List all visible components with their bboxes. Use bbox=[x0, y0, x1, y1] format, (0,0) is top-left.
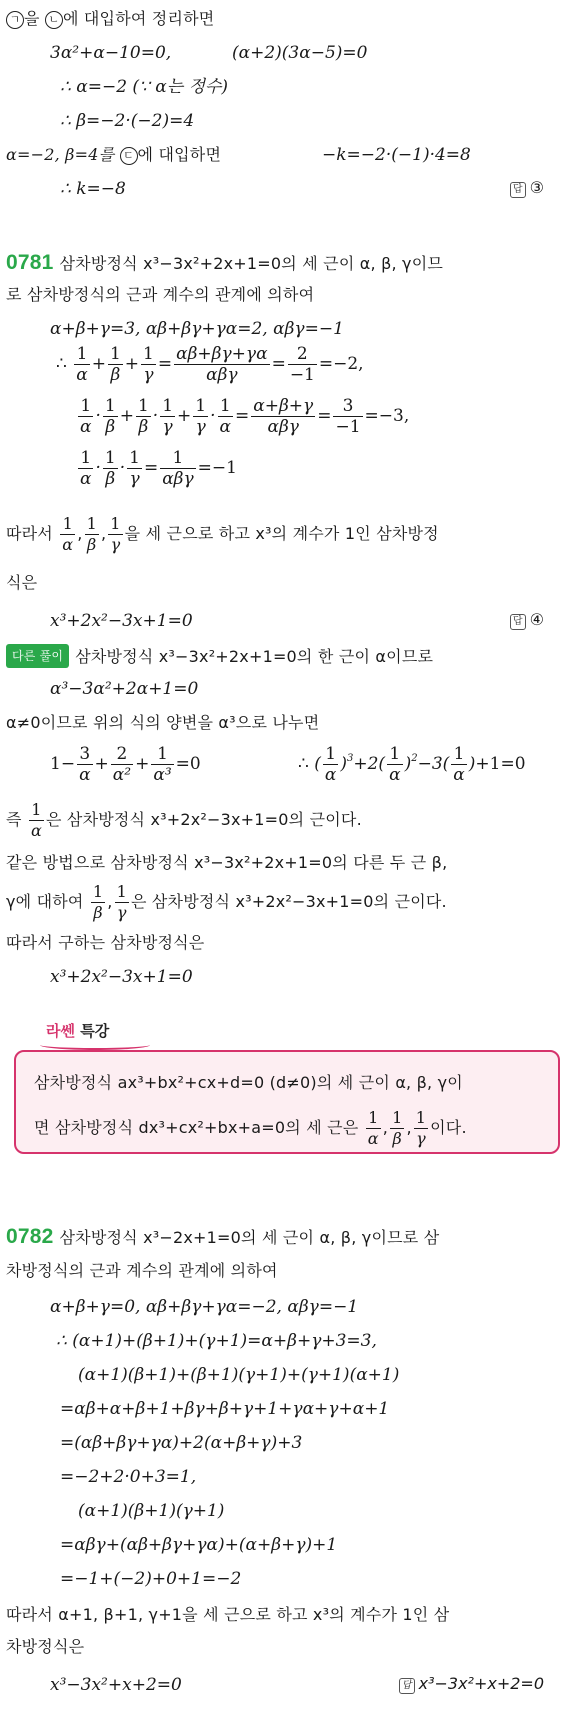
equation-line: =(αβ+βγ+γα)+2(α+β+γ)+3 bbox=[60, 1433, 303, 1453]
problem-0782-intro: 0782 삼차방정식 x³−2x+1=0의 세 근이 α, β, γ이므로 삼 bbox=[6, 1225, 440, 1248]
final-equation: x³+2x²−3x+1=0 bbox=[50, 611, 193, 631]
equation-line: ∴ α=−2 (∵ α는 정수) bbox=[60, 77, 229, 97]
equation-line: =−2+2·0+3=1, bbox=[60, 1467, 197, 1487]
circle-label: ㄴ bbox=[45, 11, 63, 29]
answer-label: 답 ④ bbox=[510, 610, 544, 630]
tip-line-1: 삼차방정식 ax³+bx²+cx+d=0 (d≠0)의 세 근이 α, β, γ이 bbox=[34, 1073, 463, 1092]
fraction-equation-3: $\frac{1}{\alpha}$ · $\frac{1}{\beta}$ · $\frac{1}{\gamma}$ = $\frac{1}{\text{αβγ}}$ =−1 bbox=[80, 448, 237, 489]
step-intro: ㄱ 을 ㄴ 에 대입하여 정리하면 bbox=[6, 8, 214, 30]
conclusion-line: 따라서 $\frac{1}{\alpha}$ , $\frac{1}{\beta}$ , $\frac{1}{\gamma}$ 을 세 근으로 하고 x³의 계수가 1인 삼차방정 bbox=[6, 514, 439, 554]
equation-line: =αβ+α+β+1+βγ+β+γ+1+γα+γ+α+1 bbox=[60, 1399, 390, 1419]
equation-line: =αβγ+(αβ+βγ+γα)+(α+β+γ)+1 bbox=[60, 1535, 338, 1555]
tip-line-2: 면 삼차방정식 dx³+cx²+bx+a=0의 세 근은 $\frac{1}{\alpha}$ , $\frac{1}{\beta}$ , $\frac{1}{\gamma}$ 이다. bbox=[34, 1108, 467, 1148]
text-line: 차방정식은 bbox=[6, 1637, 85, 1656]
equation-line: −k=−2·(−1)·4=8 bbox=[322, 145, 471, 165]
equation-line: α³−3α²+2α+1=0 bbox=[50, 679, 199, 699]
text-line: 즉 $\frac{1}{\alpha}$ 은 삼차방정식 x³+2x²−3x+1=0의 근이다. bbox=[6, 800, 362, 840]
problem-0781-intro: 0781 삼차방정식 x³−3x²+2x+1=0의 세 근이 α, β, γ이므 bbox=[6, 251, 444, 274]
equation-line: α+β+γ=0, αβ+βγ+γα=−2, αβγ=−1 bbox=[50, 1297, 359, 1317]
answer-label: 답 ③ bbox=[510, 178, 544, 198]
circle-label: ㄱ bbox=[6, 11, 24, 29]
text-line: 로 삼차방정식의 근과 계수의 관계에 의하여 bbox=[6, 285, 315, 304]
alt-solution-intro: 다른 풀이 삼차방정식 x³−3x²+2x+1=0의 한 근이 α이므로 bbox=[6, 644, 433, 668]
equation-line: (α+2)(3α−5)=0 bbox=[232, 43, 368, 63]
text-line: 따라서 구하는 삼차방정식은 bbox=[6, 933, 205, 952]
equation-line: ∴ β=−2·(−2)=4 bbox=[60, 111, 195, 131]
text-line: 같은 방법으로 삼차방정식 x³−3x²+2x+1=0의 다른 두 근 β, bbox=[6, 853, 448, 872]
problem-number: 0781 bbox=[6, 251, 54, 274]
substitution-line: α=−2, β=4를 ㄷ 에 대입하면 bbox=[6, 145, 222, 164]
equation-line: =−1+(−2)+0+1=−2 bbox=[60, 1569, 242, 1589]
equation-line: (α+1)(β+1)+(β+1)(γ+1)+(γ+1)(α+1) bbox=[78, 1365, 400, 1385]
equation-line: α+β+γ=3, αβ+βγ+γα=2, αβγ=−1 bbox=[50, 319, 344, 339]
fraction-equation-2: $\frac{1}{\alpha}$ · $\frac{1}{\beta}$ + $\frac{1}{\beta}$ · $\frac{1}{\gamma}$ + $\frac{1}{\gamma}$ · $\frac{1}{\alpha}$ = $\frac{\alpha+\beta+\gamma}{\text{αβγ}}$ = $\frac{3}{-1}$ =−3, bbox=[80, 396, 410, 437]
equation-line: (α+1)(β+1)(γ+1) bbox=[78, 1501, 225, 1521]
equation-line: 3α²+α−10=0, bbox=[50, 43, 172, 63]
equation-line: ∴ (α+1)+(β+1)+(γ+1)=α+β+γ+3=3, bbox=[56, 1331, 377, 1351]
answer-icon: 답 bbox=[399, 1678, 415, 1694]
fraction-equation-1: ∴ $\frac{1}{\alpha}$ + $\frac{1}{\beta}$ + $\frac{1}{\gamma}$ = $\frac{\alpha\beta+\beta\gamma+\gamma\alpha}{\text{αβγ}}$ = $\frac{2}{-1}$ =−2, bbox=[56, 344, 364, 385]
text-line: γ에 대하여 $\frac{1}{\beta}$ , $\frac{1}{\gamma}$ 은 삼차방정식 x³+2x²−3x+1=0의 근이다. bbox=[6, 882, 447, 922]
tip-underline bbox=[40, 1040, 150, 1050]
circle-label: ㄷ bbox=[120, 147, 138, 165]
text-line: 따라서 α+1, β+1, γ+1을 세 근으로 하고 x³의 계수가 1인 삼 bbox=[6, 1605, 450, 1624]
reciprocal-equation: ∴ ( $\frac{1}{\alpha}$ )$^3$+2( $\frac{1}{\alpha}$ )$^2$−3( $\frac{1}{\alpha}$ )+1=0 bbox=[298, 744, 526, 785]
text-line: 차방정식의 근과 계수의 관계에 의하여 bbox=[6, 1261, 278, 1280]
text-line: 식은 bbox=[6, 573, 38, 592]
text-line: α≠0이므로 위의 식의 양변을 α³으로 나누면 bbox=[6, 713, 320, 732]
alt-solution-badge: 다른 풀이 bbox=[6, 644, 69, 668]
final-equation: x³−3x²+x+2=0 bbox=[50, 1675, 182, 1695]
problem-number: 0782 bbox=[6, 1225, 54, 1248]
answer-icon: 답 bbox=[510, 182, 526, 198]
answer-label: 답 x³−3x²+x+2=0 bbox=[399, 1674, 544, 1694]
answer-icon: 답 bbox=[510, 614, 526, 630]
final-equation: x³+2x²−3x+1=0 bbox=[50, 967, 193, 987]
tip-title: 라쎈 특강 bbox=[46, 1022, 110, 1040]
divided-equation: 1− $\frac{3}{\alpha}$ + $\frac{2}{\text{α²}}$ + $\frac{1}{\text{α³}}$ =0 bbox=[50, 744, 201, 785]
equation-line: ∴ k=−8 bbox=[60, 179, 126, 199]
